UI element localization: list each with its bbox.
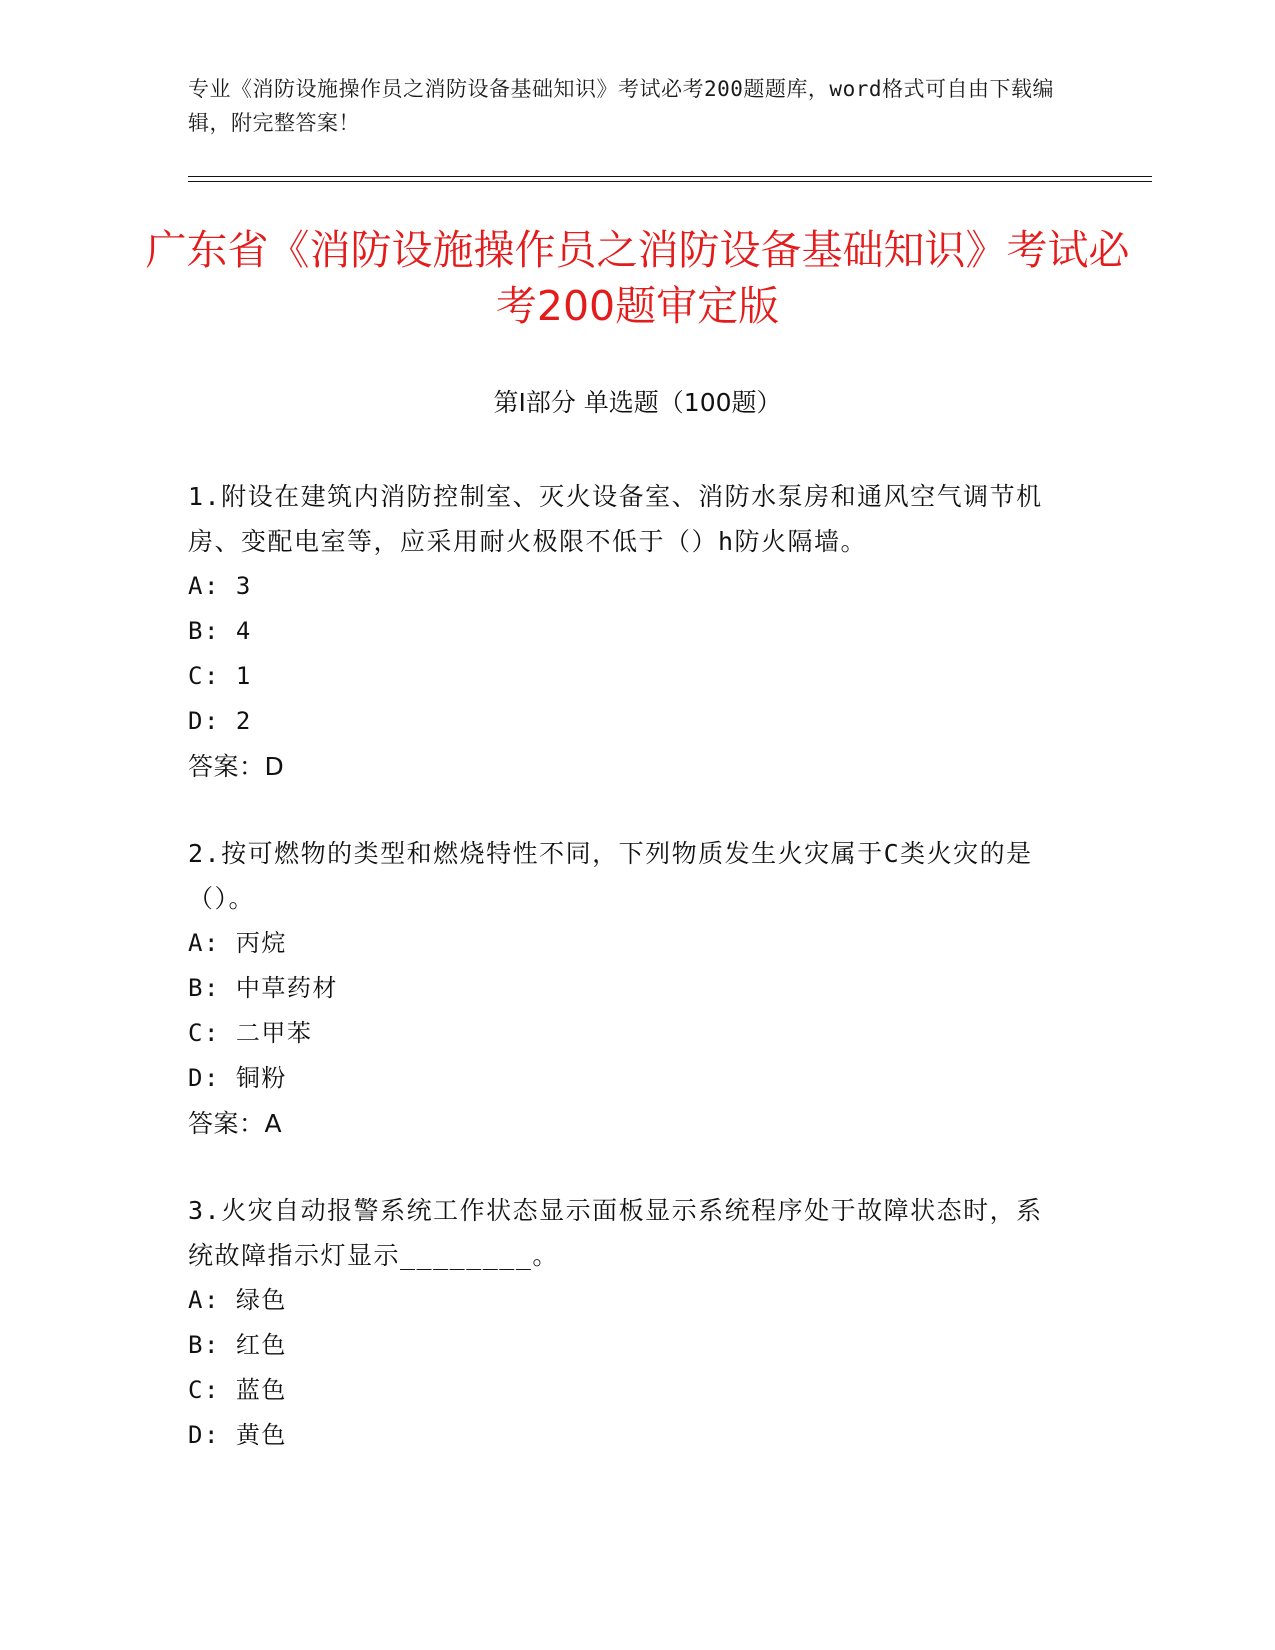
option-d: D: 黄色: [188, 1421, 287, 1449]
question-stem: 3.火灾自动报警系统工作状态显示面板显示系统程序处于故障状态时，系统故障指示灯显示________。: [188, 1196, 1043, 1270]
question-1: [188, 474, 1068, 789]
option-b: B: 中草药材: [188, 974, 338, 1002]
question-3: [188, 1188, 1068, 1458]
option-d: D: 铜粉: [188, 1064, 287, 1092]
option-a: A: 丙烷: [188, 929, 287, 957]
question-list: [188, 474, 1068, 1500]
option-a: A: 绿色: [188, 1286, 287, 1314]
option-d: D: 2: [188, 707, 252, 735]
question-stem: 2.按可燃物的类型和燃烧特性不同，下列物质发生火灾属于C类火灾的是（）。: [188, 839, 1033, 913]
question-2: [188, 831, 1068, 1146]
header-note: 专业《消防设施操作员之消防设备基础知识》考试必考200题题库，word格式可自由下载编辑，附完整答案！: [188, 77, 1054, 135]
document-title: 广东省《消防设施操作员之消防设备基础知识》考试必考200题审定版: [145, 226, 1130, 330]
option-b: B: 红色: [188, 1331, 287, 1359]
header-rule-top: [188, 176, 1152, 177]
question-stem: 1.附设在建筑内消防控制室、灭火设备室、消防水泵房和通风空气调节机房、变配电室等，应采用耐火极限不低于（）h防火隔墙。: [188, 482, 1043, 556]
answer-label: 答案：A: [188, 1109, 283, 1138]
answer-label: 答案：D: [188, 752, 285, 781]
option-c: C: 蓝色: [188, 1376, 287, 1404]
section-title: 第Ⅰ部分 单选题（100题）: [493, 388, 782, 417]
option-b: B: 4: [188, 617, 252, 645]
header-rule-bottom: [188, 181, 1152, 182]
option-c: C: 1: [188, 662, 252, 690]
option-c: C: 二甲苯: [188, 1019, 313, 1047]
option-a: A: 3: [188, 572, 252, 600]
